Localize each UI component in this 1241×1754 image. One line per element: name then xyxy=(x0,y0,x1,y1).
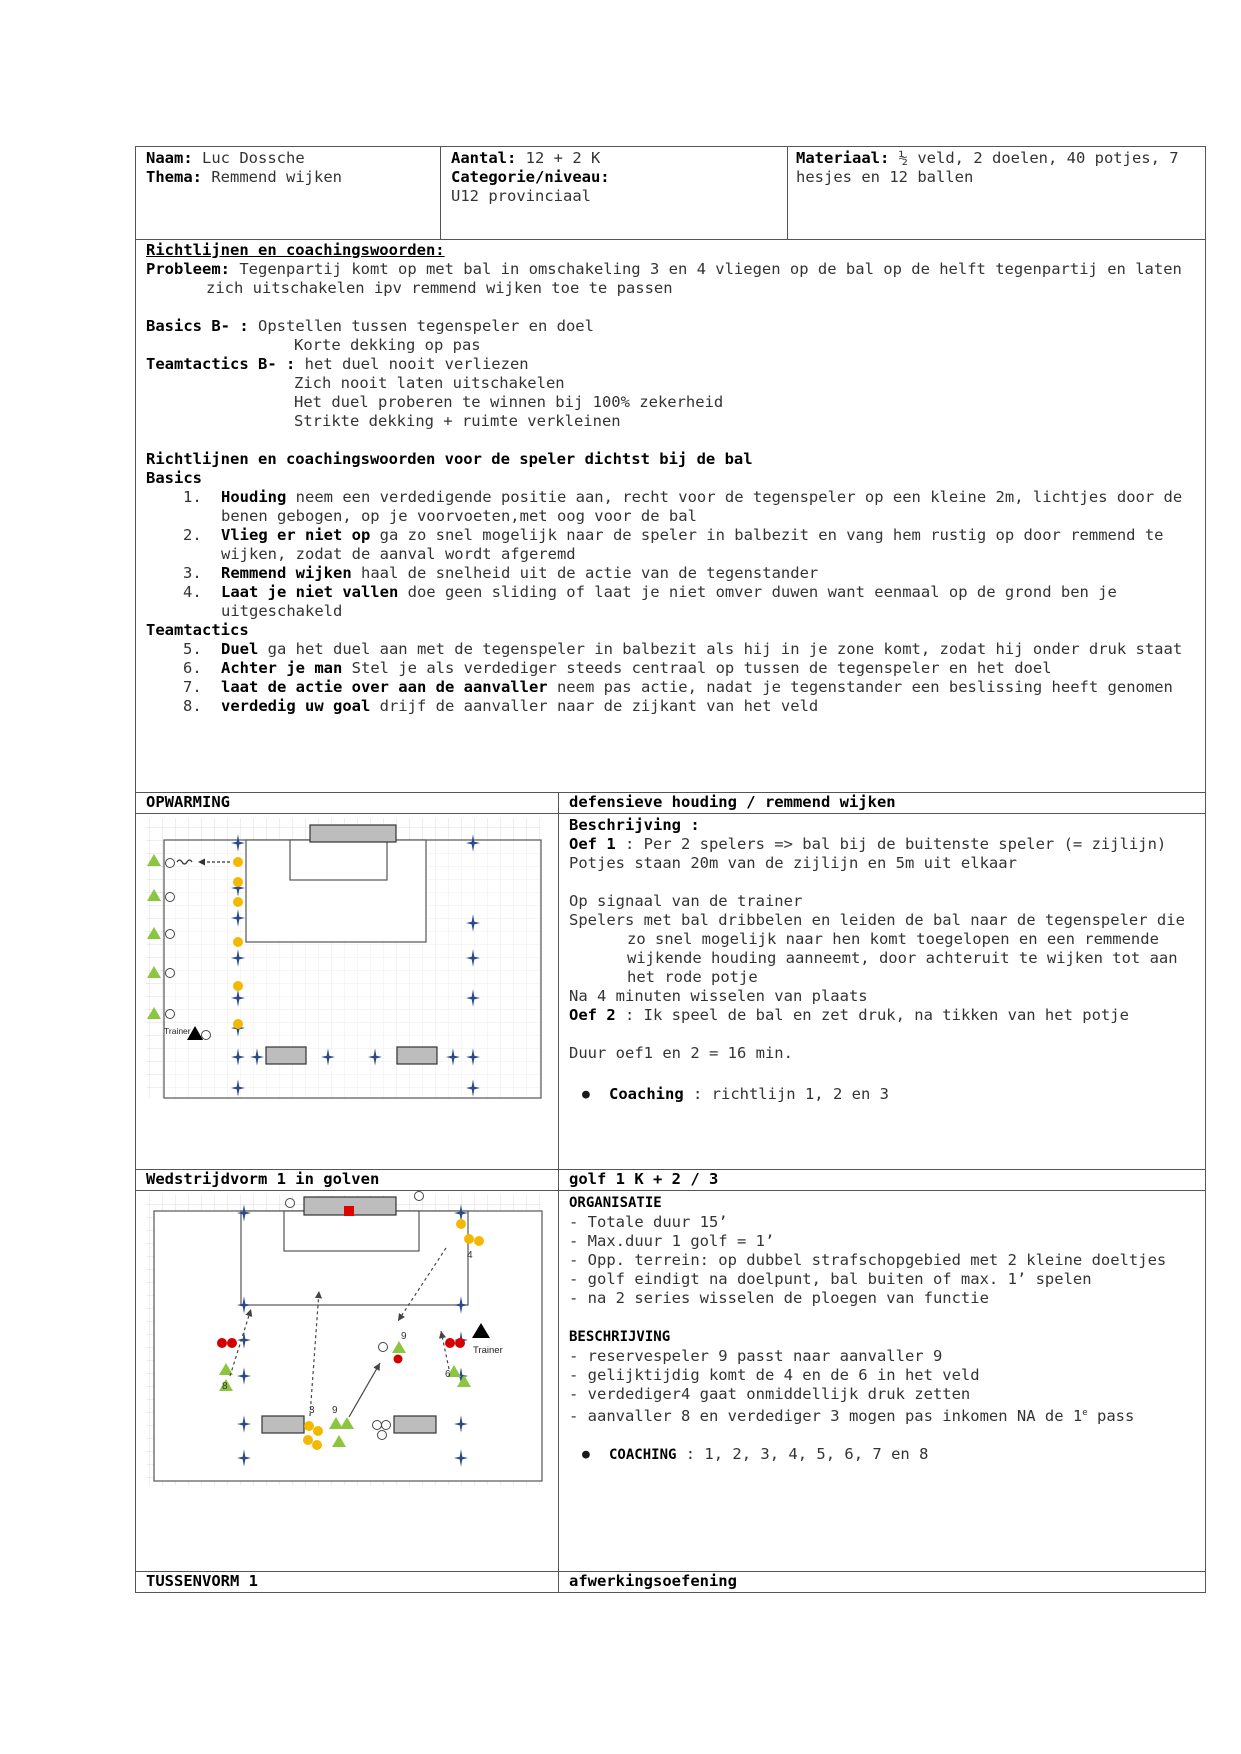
probleem-label: Probleem: xyxy=(146,260,230,278)
teamtactics-label: Teamtactics B- : xyxy=(146,355,296,373)
goal xyxy=(310,825,396,842)
oef2-text: : Ik speel de bal en zet druk, na tikken van het potje xyxy=(615,1006,1129,1024)
besch-item: - verdediger4 gaat onmiddellijk druk zetten xyxy=(569,1385,971,1403)
basics-line-1: Opstellen tussen tegenspeler en doel xyxy=(258,317,594,335)
opwarming-title-row xyxy=(136,793,1206,814)
wedstrijd-diagram-cell xyxy=(136,1191,559,1572)
list-item: 2. Vlieg er niet op ga zo snel mogelijk naar de speler in balbezit en vang hem rustig op door remmend te wijken, zodat de aanval wordt afgeremd xyxy=(183,526,1164,563)
goal-area xyxy=(290,840,387,880)
goal-area xyxy=(284,1211,419,1251)
org-item: - Opp. terrein: op dubbel strafschopgebied met 2 kleine doeltjes xyxy=(569,1251,1167,1269)
trainer-label: Trainer xyxy=(473,1345,503,1356)
opwarming-diagram xyxy=(136,814,559,1164)
tussenvorm-title-right: afwerkingsoefening xyxy=(559,1572,1206,1593)
org-item: - Totale duur 15’ xyxy=(569,1213,728,1231)
opwarming-diagram-cell xyxy=(136,814,559,1170)
opwarming-coaching xyxy=(569,1085,1195,1104)
besch-item: - reservespeler 9 passt naar aanvaller 9 xyxy=(569,1347,943,1365)
wedstrijd-coaching xyxy=(569,1445,1195,1465)
svg-text:9: 9 xyxy=(401,1331,407,1342)
oef1-text: : Per 2 spelers => bal bij de buitenste speler (= zijlijn) xyxy=(615,835,1167,853)
aantal-value: 12 + 2 K xyxy=(525,149,601,167)
teamtactics-heading: Teamtactics xyxy=(146,621,249,639)
tussenvorm-title-left: TUSSENVORM 1 xyxy=(136,1572,559,1593)
teamtactics-list xyxy=(146,640,1195,716)
list-item: 8. verdedig uw goal drijf de aanvaller naar de zijkant van het veld xyxy=(183,697,819,715)
beschrijving-label: BESCHRIJVING xyxy=(569,1329,671,1345)
materiaal-label: Materiaal: xyxy=(796,149,890,167)
richtlijnen-cell xyxy=(136,240,1206,793)
svg-text:4: 4 xyxy=(467,1250,473,1261)
sheet-table xyxy=(135,146,1206,1593)
opwarming-title-right: defensieve houding / remmend wijken xyxy=(559,793,1206,814)
org-item: - golf eindigt na doelpunt, bal buiten of max. 1’ spelen xyxy=(569,1270,1092,1288)
opwarming-title-left: OPWARMING xyxy=(136,793,559,814)
beschrijving-label: Beschrijving : xyxy=(569,816,700,834)
richtlijnen-row xyxy=(136,240,1206,793)
svg-text:9: 9 xyxy=(332,1405,338,1416)
aantal-cell xyxy=(441,147,788,240)
mini-goal-right xyxy=(397,1047,437,1064)
opwarming-text-cell xyxy=(559,814,1206,1170)
categorie-label: Categorie/niveau: xyxy=(451,168,610,186)
wedstrijd-title-right: golf 1 K + 2 / 3 xyxy=(559,1170,1206,1191)
header-row xyxy=(136,147,1206,240)
svg-text:6: 6 xyxy=(445,1369,451,1380)
besch-item: - aanvaller 8 en verdediger 3 mogen pas inkomen NA de 1e pass xyxy=(569,1407,1135,1426)
svg-text:3: 3 xyxy=(309,1405,315,1416)
list-item: 6. Achter je man Stel je als verdediger steeds centraal op tussen de tegenspeler en het doel xyxy=(183,659,1052,677)
wedstrijd-text-cell xyxy=(559,1191,1206,1572)
richtlijnen-title: Richtlijnen en coachingswoorden: xyxy=(146,241,445,259)
org-item: - na 2 series wisselen de ploegen van functie xyxy=(569,1289,989,1307)
naam-cell xyxy=(136,147,441,240)
basics-label: Basics B- : xyxy=(146,317,249,335)
session-sheet xyxy=(135,146,1205,1593)
duur-text: Duur oef1 en 2 = 16 min. xyxy=(569,1044,793,1062)
mini-goal-left xyxy=(262,1416,304,1433)
aantal-label: Aantal: xyxy=(451,149,517,167)
potjes-text: Potjes staan 20m van de zijlijn en 5m uit elkaar xyxy=(569,854,1017,872)
signaal-text: Op signaal van de trainer xyxy=(569,892,803,910)
organisatie-label: ORGANISATIE xyxy=(569,1195,662,1211)
thema-label: Thema: xyxy=(146,168,202,186)
list-item: 1. Houding neem een verdedigende positie aan, recht voor de tegenspeler op een kleine 2m, lichtjes door de benen gebogen, op je voorvoeten,met oog voor de bal xyxy=(183,488,1183,525)
mini-goal-left xyxy=(266,1047,306,1064)
tussenvorm-title-row xyxy=(136,1572,1206,1593)
wedstrijd-row xyxy=(136,1191,1206,1572)
materiaal-cell xyxy=(788,147,1206,240)
wedstrijd-title-row xyxy=(136,1170,1206,1191)
teamtactics-line-3: Het duel proberen te winnen bij 100% zekerheid xyxy=(294,393,724,411)
wedstrijd-title-left: Wedstrijdvorm 1 in golven xyxy=(136,1170,559,1191)
basics-line-2: Korte dekking op pas xyxy=(294,336,481,354)
list-item: ● Coaching : richtlijn 1, 2 en 3 xyxy=(569,1085,1195,1104)
basics-list xyxy=(146,488,1195,621)
trainer-label: Trainer xyxy=(164,1026,191,1036)
naam-value: Luc Dossche xyxy=(202,149,305,167)
naam-label: Naam: xyxy=(146,149,193,167)
goalkeeper xyxy=(344,1206,354,1216)
basics-heading: Basics xyxy=(146,469,202,487)
mini-goal-right xyxy=(394,1416,436,1433)
wissel-text: Na 4 minuten wisselen van plaats xyxy=(569,987,868,1005)
spelers-text: Spelers met bal dribbelen en leiden de bal naar de tegenspeler die zo snel mogelijk naar hen komt toegelopen en een remmende wijkende houding aanneemt, door achteruit te wijken tot aan het rode potje xyxy=(569,911,1185,986)
list-item: 3. Remmend wijken haal de snelheid uit de actie van de tegenstander xyxy=(183,564,819,582)
oef2-label: Oef 2 xyxy=(569,1006,616,1024)
probleem-text: Tegenpartij komt op met bal in omschakeling 3 en 4 vliegen op de bal op de helft tegenpartij en laten zich uitschakelen ipv remmend wijken toe te passen xyxy=(206,260,1182,297)
opwarming-row xyxy=(136,814,1206,1170)
teamtactics-line-2: Zich nooit laten uitschakelen xyxy=(294,374,565,392)
materiaal-value: ½ veld, 2 doelen, 40 potjes, 7 hesjes en 12 ballen xyxy=(796,149,1179,186)
speler-title: Richtlijnen en coachingswoorden voor de speler dichtst bij de bal xyxy=(146,450,753,468)
thema-value: Remmend wijken xyxy=(211,168,342,186)
list-item: 5. Duel ga het duel aan met de tegenspeler in balbezit als hij in je zone komt, zodat hij onder druk staat xyxy=(183,640,1183,658)
categorie-value: U12 provinciaal xyxy=(451,187,591,205)
list-item: 7. laat de actie over aan de aanvaller neem pas actie, nadat je tegenstander een beslissing heeft genomen xyxy=(183,678,1173,696)
teamtactics-line-4: Strikte dekking + ruimte verkleinen xyxy=(294,412,621,430)
list-item: 4. Laat je niet vallen doe geen sliding of laat je niet omver duwen want eenmaal op de grond ben je uitgeschakeld xyxy=(183,583,1117,620)
org-item: - Max.duur 1 golf = 1’ xyxy=(569,1232,775,1250)
besch-item: - gelijktijdig komt de 4 en de 6 in het veld xyxy=(569,1366,980,1384)
svg-text:8: 8 xyxy=(222,1381,228,1392)
teamtactics-line-1: het duel nooit verliezen xyxy=(304,355,529,373)
list-item: ● COACHING : 1, 2, 3, 4, 5, 6, 7 en 8 xyxy=(569,1445,1195,1465)
wedstrijd-diagram xyxy=(136,1191,559,1566)
oef1-label: Oef 1 xyxy=(569,835,616,853)
